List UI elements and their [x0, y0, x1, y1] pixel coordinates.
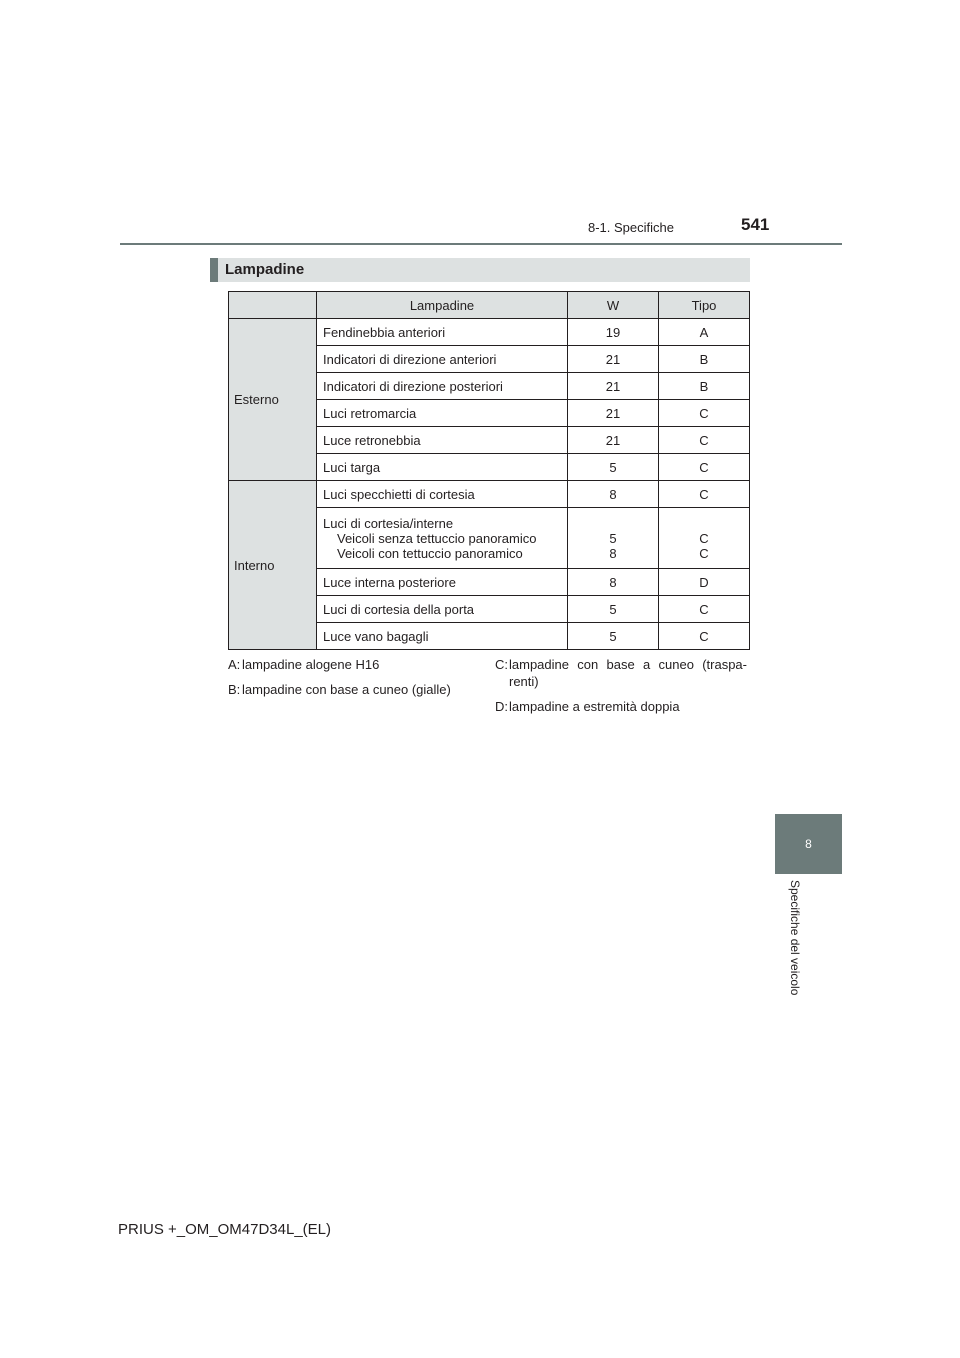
category-exterior: Esterno: [229, 319, 317, 481]
bulb-name: Luce interna posteriore: [317, 569, 568, 596]
bulb-name: Luci retromarcia: [317, 400, 568, 427]
bulb-name: Luce retronebbia: [317, 427, 568, 454]
bulb-name: Luce vano bagagli: [317, 623, 568, 650]
bulb-spec-table: [228, 291, 750, 650]
bulb-variant-no-roof: Veicoli senza tettuccio panoramico: [337, 530, 537, 546]
table-corner-cell: [229, 292, 317, 319]
legend-label: D:: [495, 699, 508, 714]
bulb-type-roof: C: [699, 545, 709, 561]
bulb-watt: 5: [568, 454, 659, 481]
bulb-type: C: [659, 427, 750, 454]
bulb-watt: 19: [568, 319, 659, 346]
bulb-name: Indicatori di direzione anteriori: [317, 346, 568, 373]
chapter-title: Specifiche del veicolo: [788, 880, 802, 996]
bulb-watt: 21: [568, 427, 659, 454]
footer-doc-code: PRIUS +_OM_OM47D34L_(EL): [118, 1221, 332, 1238]
bulb-name: Luci targa: [317, 454, 568, 481]
legend-item-d: [495, 698, 747, 715]
bulb-type: B: [659, 373, 750, 400]
legend-item-c: [495, 656, 747, 690]
bulb-name: Indicatori di direzione posteriori: [317, 373, 568, 400]
chapter-number: 8: [805, 837, 812, 851]
section-heading-text: Lampadine: [225, 261, 305, 278]
bulb-watt: 5: [568, 623, 659, 650]
bulb-name: Luci specchietti di cortesia: [317, 481, 568, 508]
table-row: [229, 481, 750, 508]
section-heading: [210, 258, 750, 282]
bulb-type: A: [659, 319, 750, 346]
bulb-name: [317, 508, 568, 569]
legend-text: lampadine alogene H16: [242, 657, 380, 672]
column-header-watt: W: [568, 292, 659, 319]
legend-text: lampadine con base a cuneo (traspa-renti): [509, 657, 747, 689]
legend-text: lampadine a estremità doppia: [509, 699, 680, 714]
bulb-watt: 5: [568, 596, 659, 623]
header-divider: [120, 243, 842, 245]
bulb-name-main: Luci di cortesia/interne: [323, 515, 454, 531]
bulb-watt-roof: 8: [609, 545, 617, 561]
bulb-watt: 21: [568, 373, 659, 400]
legend-item-a: [228, 656, 478, 673]
bulb-watt: 21: [568, 346, 659, 373]
bulb-type: C: [659, 596, 750, 623]
bulb-type: C: [659, 481, 750, 508]
bulb-type: C: [659, 623, 750, 650]
bulb-type: C: [659, 454, 750, 481]
chapter-tab: [775, 814, 842, 874]
bulb-watt-no-roof: 5: [609, 530, 617, 546]
section-title: 8-1. Specifiche: [588, 220, 674, 235]
bulb-name: Fendinebbia anteriori: [317, 319, 568, 346]
page-number: 541: [741, 215, 770, 234]
bulb-type: [659, 508, 750, 569]
legend-label: A:: [228, 657, 241, 672]
bulb-name: Luci di cortesia della porta: [317, 596, 568, 623]
legend-label: C:: [495, 657, 508, 672]
bulb-variant-roof: Veicoli con tettuccio panoramico: [337, 545, 523, 561]
legend-label: B:: [228, 682, 241, 697]
bulb-type-no-roof: C: [699, 530, 709, 546]
legend-item-b: [228, 681, 478, 698]
bulb-type: C: [659, 400, 750, 427]
bulb-type: D: [659, 569, 750, 596]
bulb-watt: 8: [568, 481, 659, 508]
bulb-watt: 8: [568, 569, 659, 596]
table-row: [229, 319, 750, 346]
bulb-type: B: [659, 346, 750, 373]
legend-text: lampadine con base a cuneo (gialle): [242, 682, 451, 697]
bulb-watt: 21: [568, 400, 659, 427]
column-header-bulbs: Lampadine: [317, 292, 568, 319]
bulb-watt: [568, 508, 659, 569]
table-header-row: [229, 292, 750, 319]
column-header-type: Tipo: [659, 292, 750, 319]
category-interior: Interno: [229, 481, 317, 650]
